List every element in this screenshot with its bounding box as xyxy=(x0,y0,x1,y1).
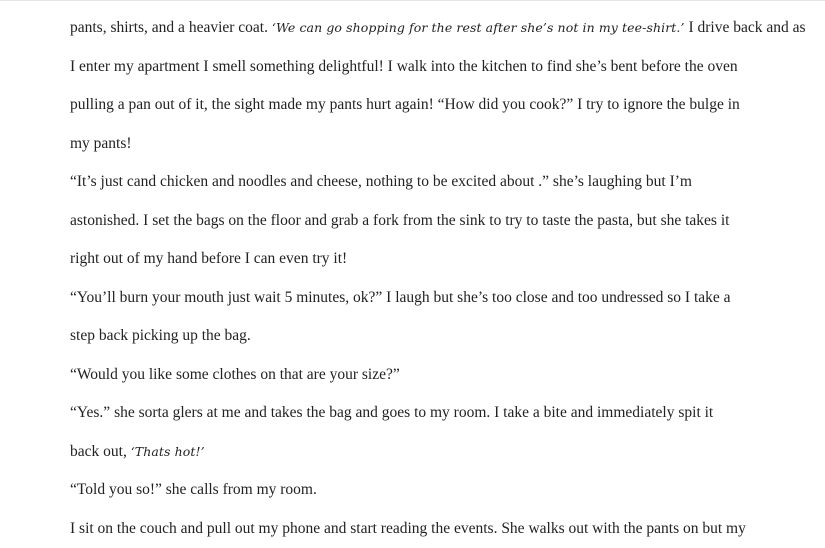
text-line: “Would you like some clothes on that are your size?” xyxy=(70,356,770,395)
text-line: step back picking up the bag. xyxy=(70,317,770,356)
paragraph xyxy=(70,356,770,395)
paragraph xyxy=(70,510,770,548)
text-line: “It’s just cand chicken and noodles and cheese, nothing to be excited about .” she’s laughing but I’m xyxy=(70,163,770,202)
text-line: my pants! xyxy=(70,125,770,164)
text-line xyxy=(70,433,770,472)
text-line: “Told you so!” she calls from my room. xyxy=(70,471,770,510)
inner-thought-text: ‘Thats hot!’ xyxy=(131,444,205,459)
text-line: “You’ll burn your mouth just wait 5 minutes, ok?” I laugh but she’s too close and too undressed so I take a xyxy=(70,279,770,318)
text-line: “Yes.” she sorta glers at me and takes the bag and goes to my room. I take a bite and immediately spit it xyxy=(70,394,770,433)
text-line: I sit on the couch and pull out my phone and start reading the events. She walks out with the pants on but my xyxy=(70,510,770,548)
text-line: right out of my hand before I can even try it! xyxy=(70,240,770,279)
narration-text: back out, xyxy=(70,443,131,460)
paragraph xyxy=(70,279,770,356)
document-body xyxy=(70,9,770,548)
paragraph xyxy=(70,394,770,471)
paragraph xyxy=(70,471,770,510)
text-line: astonished. I set the bags on the floor and grab a fork from the sink to try to taste the pasta, but she takes it xyxy=(70,202,770,241)
page-top-edge xyxy=(0,0,825,1)
text-line: I enter my apartment I smell something delightful! I walk into the kitchen to find she’s bent before the oven xyxy=(70,48,770,87)
paragraph xyxy=(70,163,770,279)
inner-thought-text: ‘We can go shopping for the rest after she’s not in my tee-shirt.’ xyxy=(272,20,685,35)
text-line xyxy=(70,9,770,48)
paragraph xyxy=(70,9,770,163)
narration-text: pants, shirts, and a heavier coat. xyxy=(70,19,272,36)
text-line: pulling a pan out of it, the sight made my pants hurt again! “How did you cook?” I try to ignore the bulge in xyxy=(70,86,770,125)
narration-text: I drive back and as xyxy=(685,19,806,36)
